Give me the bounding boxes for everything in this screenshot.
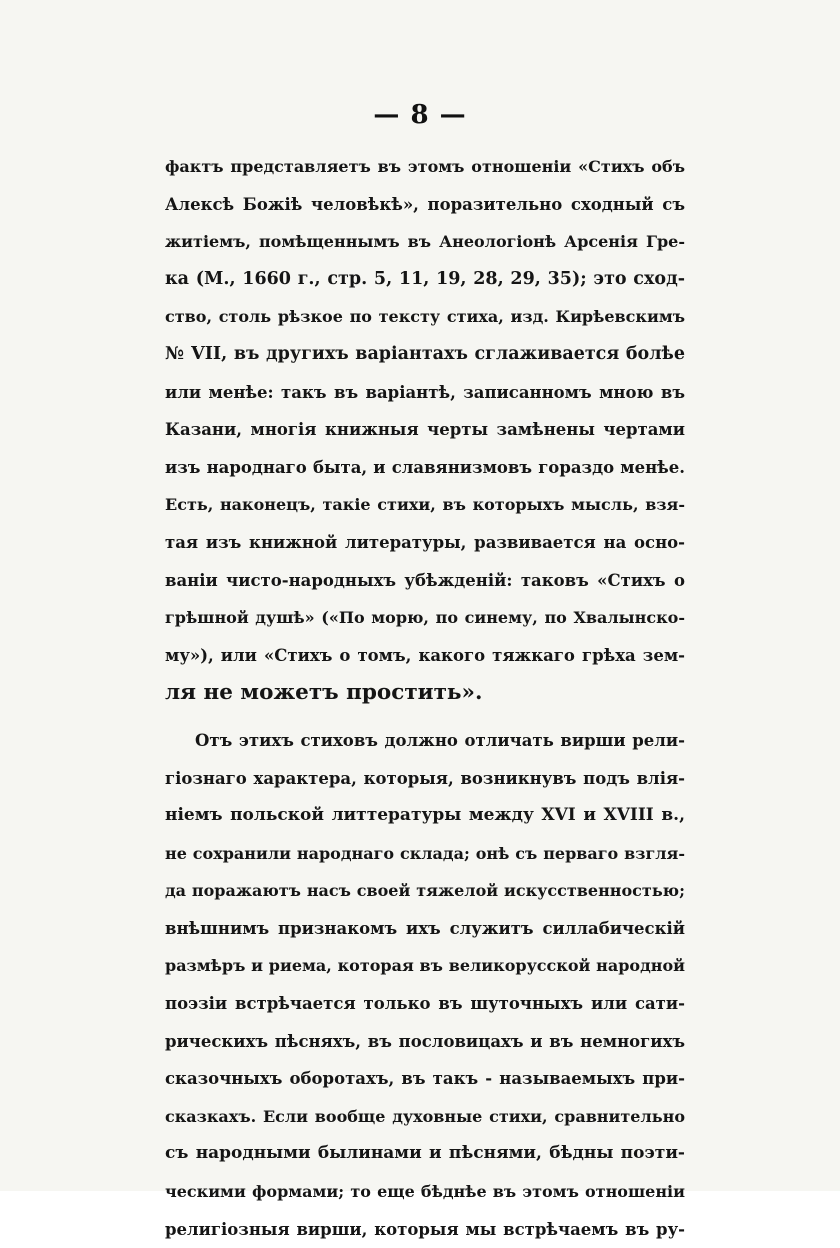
text-line: да поражаютъ насъ своей тяжелой искусственностью; (165, 881, 685, 901)
text-line: религiозныя вирши, которыя мы встрѣчаемъ въ ру- (165, 1219, 685, 1239)
text-line: ля не можетъ простить». (165, 680, 483, 706)
text-line: внѣшнимъ признакомъ ихъ служитъ силлабическiй (165, 918, 685, 938)
text-line: тая изъ книжной литературы, развивается на осно- (165, 532, 685, 552)
text-line: сказкахъ. Если вообще духовные стихи, сравнительно (165, 1106, 685, 1126)
text-line: фактъ представляетъ въ этомъ отношенiи «Стихъ объ (165, 157, 685, 176)
text-line: ка (М., 1660 г., стр. 5, 11, 19, 28, 29, 35); это сход- (165, 268, 685, 289)
text-line: грѣшной душѣ» («По морю, по синему, по Хвалынско- (165, 608, 685, 628)
body-text (165, 148, 685, 1248)
text-line: поэзiи встрѣчается только въ шуточныхъ или сати- (165, 994, 685, 1014)
text-line: изъ народнаго быта, и славянизмовъ гораздо менѣе. (165, 457, 685, 477)
text-line: размѣръ и риема, которая въ великорусской народной (165, 956, 685, 976)
text-line: № VII, въ другихъ варiантахъ сглаживается болѣе (165, 343, 685, 364)
paragraph-gap (165, 712, 685, 722)
text-line: житiемъ, помѣщеннымъ въ Анеологiонѣ Арсенiя Гре- (165, 232, 685, 252)
text-line: ство, столь рѣзкое по тексту стиха, изд. Кирѣевскимъ (165, 307, 685, 327)
text-line: рическихъ пѣсняхъ, въ пословицахъ и въ немногихъ (165, 1031, 685, 1051)
text-line: не сохранили народнаго склада; онѣ съ перваго взгля- (165, 843, 685, 863)
text-line: гiознаго характера, которыя, возникнувъ подъ влiя- (165, 768, 685, 788)
text-line: ческими формами; то еще бѣднѣе въ этомъ отношенiи (165, 1182, 685, 1202)
text-line: Отъ этихъ стиховъ должно отличать вирши рели- (195, 730, 685, 750)
text-line: или менѣе: такъ въ варiантѣ, записанномъ мною въ (165, 382, 685, 402)
text-line: Алексѣ Божiѣ человѣкѣ», поразительно сходный съ (165, 194, 685, 214)
page-number: — 8 — (373, 100, 467, 130)
paragraph-1 (165, 148, 685, 712)
text-line: му»), или «Стихъ о томъ, какого тяжкаго грѣха зем- (165, 645, 685, 665)
text-line: ванiи чисто-народныхъ убѣжденiй: таковъ «Стихъ о (165, 570, 685, 590)
text-line: Есть, наконецъ, такiе стихи, въ которыхъ мысль, взя- (165, 495, 685, 515)
text-line: Казани, многiя книжныя черты замѣнены чертами (165, 420, 685, 440)
text-line: съ народными былинами и пѣснями, бѣдны поэти- (165, 1143, 685, 1164)
text-line: нiемъ польской литтературы между XVI и XVIII в., (165, 805, 685, 826)
text-line: сказочныхъ оборотахъ, въ такъ - называемыхъ при- (165, 1069, 685, 1089)
paragraph-2 (165, 722, 685, 1248)
